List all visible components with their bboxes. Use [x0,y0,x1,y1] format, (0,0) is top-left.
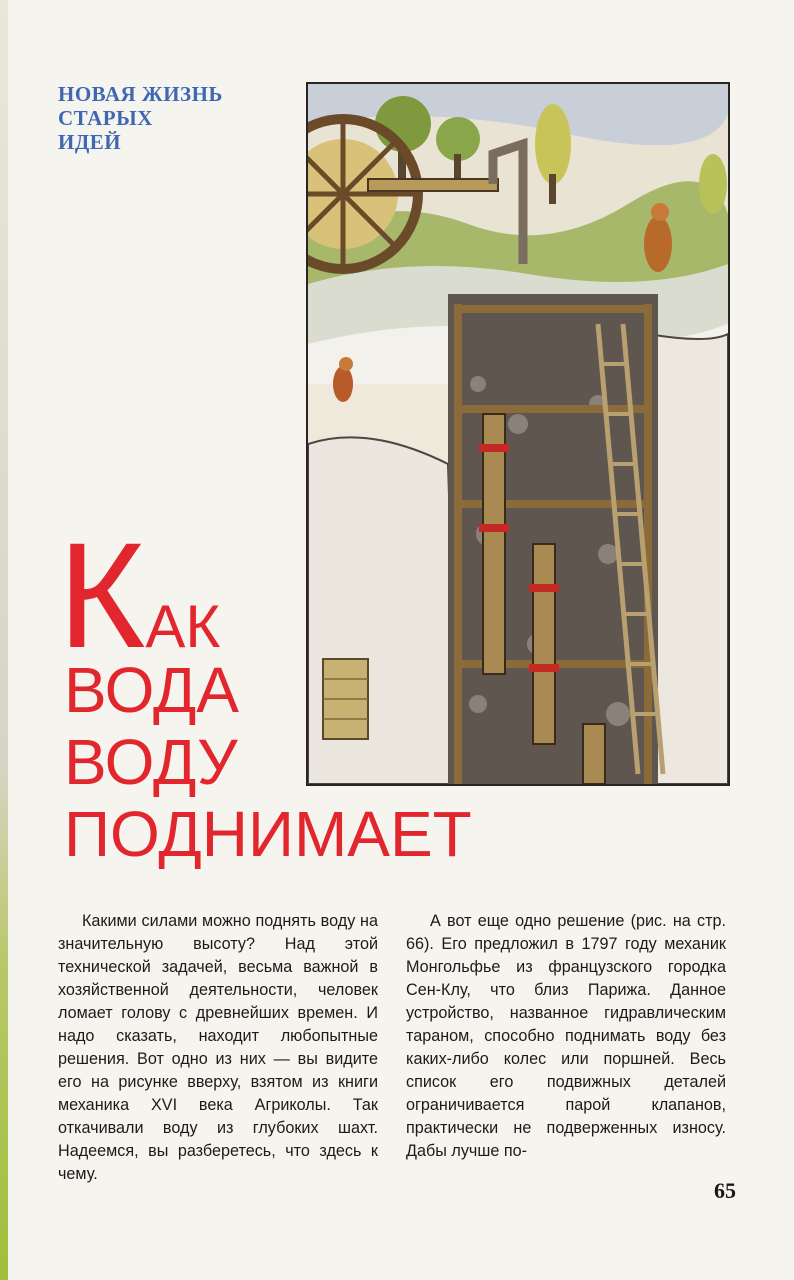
title-line-1-rest: АК [145,593,221,660]
title-line-2: ВОДА [64,654,239,726]
title-initial: К [58,511,146,679]
body-paragraph: А вот еще одно решение (рис. на стр. 66). Его предложил в 1797 году механик Монгольфье из французского городка Сен-Клу, что близ Парижа. Данное устройство, названное гидравлическим тараном, способно поднимать воду без каких-либо колес или поршней. Весь список его подвижных деталей ограничивается парой клапанов, практически не подверженных износу. Дабы лучше по- [406,912,726,1160]
title-line-3: ВОДУ [64,726,238,798]
page-number: 65 [714,1178,736,1203]
woodcut-illustration [306,82,730,786]
rubric-line: ИДЕЙ [58,130,122,154]
body-column-right [406,910,726,1163]
title-line-1 [58,511,221,679]
section-rubric [58,82,278,154]
rubric-line: СТАРЫХ [58,106,153,130]
title-line-4: ПОДНИМАЕТ [64,798,472,870]
mine-pump-drawing [308,84,728,784]
body-paragraph: Какими силами можно поднять воду на значительную высоту? Над этой технической задачей, весьма важной в хозяйственной деятельности, человек ломает голову с древнейших времен. И надо сказать, находит любопытные решения. Вот одно из них — вы видите его на рисунке вверху, взятом из книги механика XVI века Агриколы. Так откачивали воду из глубоких шахт. Надеемся, вы разберетесь, что здесь к чему. [58,912,378,1183]
body-column-left [58,910,378,1186]
rubric-line: НОВАЯ ЖИЗНЬ [58,82,223,106]
page-edge [0,0,8,1280]
